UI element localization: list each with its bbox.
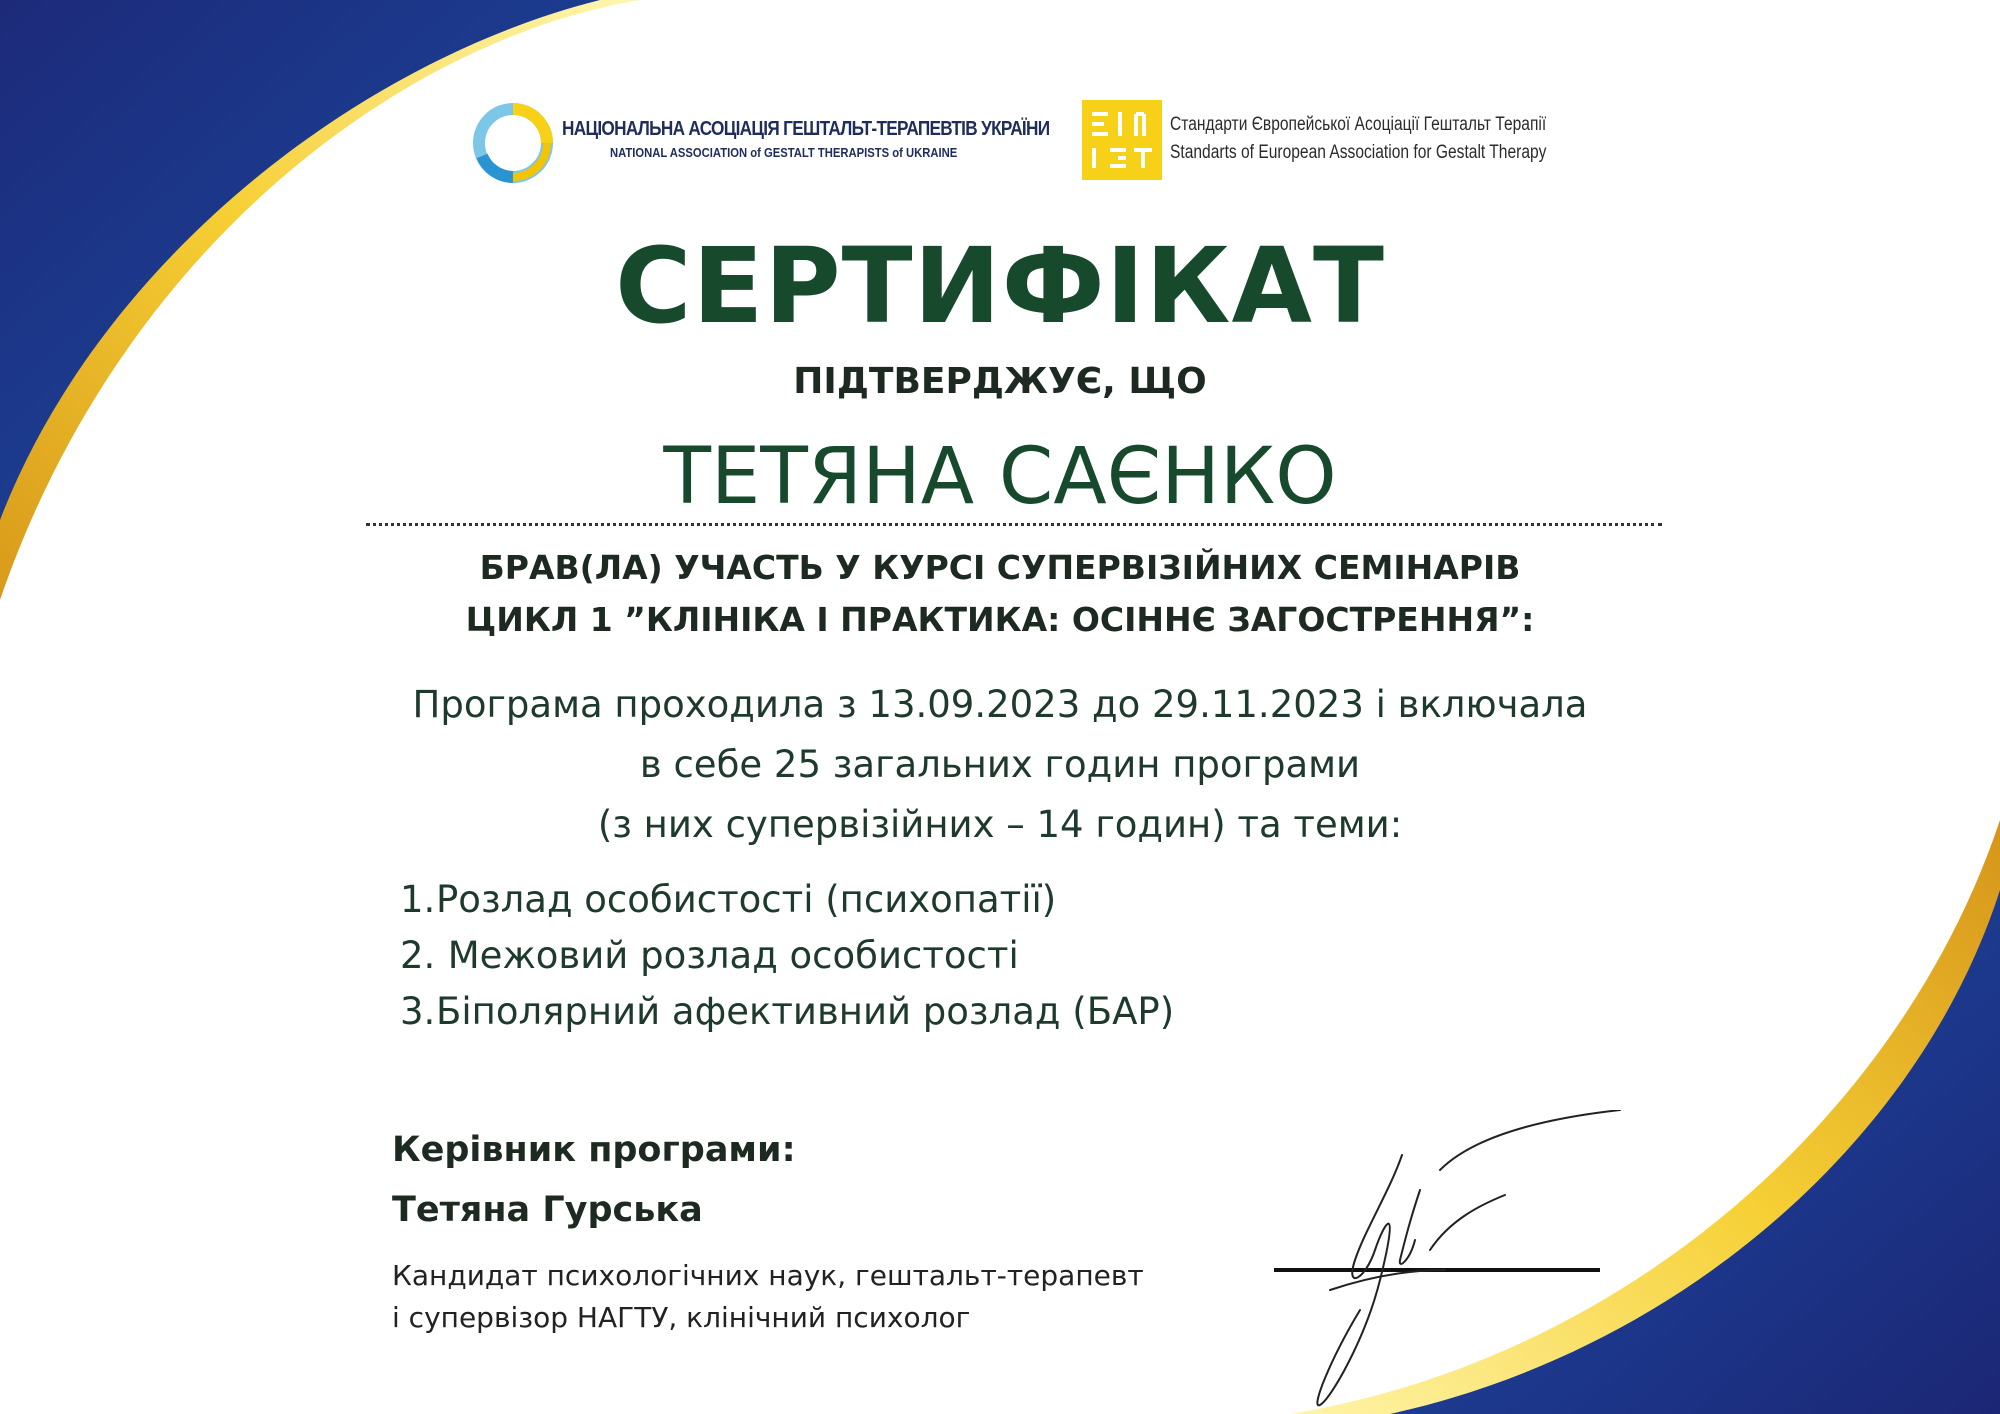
course-line-1: БРАВ(ЛА) УЧАСТЬ У КУРСІ СУПЕРВІЗІЙНИХ СЕМІНАРІВ [479,548,1521,587]
recipient-name: ТЕТЯНА САЄНКО [663,432,1337,522]
topics-list [400,872,1174,1040]
topic-text: Біполярний афективний розлад (БАР) [436,990,1175,1033]
circle-ring-logo-icon [470,100,556,186]
leader-desc-line-1: Кандидат психологічних наук, гештальт-терапевт [392,1259,1144,1292]
certificate-title: СЕРТИФІКАТ [615,225,1385,347]
nagtu-logo [470,100,1050,186]
topic-number: 2. [400,934,436,977]
program-description [0,675,2000,855]
list-item [400,928,1174,984]
program-line-2: в себе 25 загальних годин програми [639,743,1361,786]
leader-name: Тетяна Гурська [392,1190,703,1230]
program-line-1: Програма проходила з 13.09.2023 до 29.11.2023 і включала [412,683,1588,726]
eagt-square-logo-icon [1082,100,1162,180]
signature-graphic [1270,1110,1630,1410]
topic-text: Межовий розлад особистості [436,934,1019,977]
nagtu-name-en: NATIONAL ASSOCIATION of GESTALT THERAPISTS of UKRAINE [610,146,958,160]
program-line-3: (з них супервізійних – 14 годин) та теми: [597,803,1403,846]
dotted-divider [366,523,1662,526]
leader-desc-line-2: і супервізор НАГТУ, клінічний психолог [392,1301,971,1334]
leader-description [392,1255,1144,1339]
topic-number: 3. [400,990,436,1033]
topic-text: Розлад особистості (психопатії) [436,878,1057,921]
leader-label: Керівник програми: [392,1130,796,1170]
topic-number: 1. [400,878,436,921]
confirms-text: ПІДТВЕРДЖУЄ, ЩО [793,361,1207,402]
course-line-2: ЦИКЛ 1 ”КЛІНІКА І ПРАКТИКА: ОСІННЄ ЗАГОСТРЕННЯ”: [465,600,1535,639]
nagtu-name-ua: НАЦІОНАЛЬНА АСОЦІАЦІЯ ГЕШТАЛЬТ-ТЕРАПЕВТІВ УКРАЇНИ [562,118,1050,140]
eagt-line-ua: Стандарти Європейської Асоціації Гештальт Терапії [1170,114,1547,135]
eagt-line-en: Standarts of European Association for Gestalt Therapy [1170,142,1547,163]
eagt-logo [1082,100,1562,184]
list-item [400,984,1174,1040]
course-statement [0,542,2000,646]
list-item [400,872,1174,928]
